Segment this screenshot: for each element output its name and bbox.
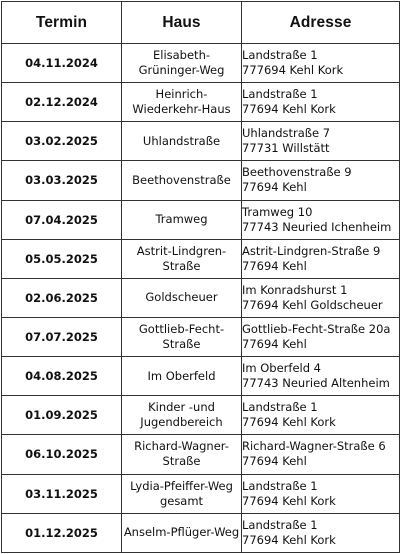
- haus-cell: Elisabeth- Grüninger-Weg: [122, 44, 242, 83]
- adresse-cell: [242, 161, 400, 200]
- street-line: Uhlandstraße 7: [242, 126, 331, 141]
- haus-cell: Richard-Wagner- Straße: [122, 435, 242, 474]
- column-header-adresse: Adresse: [242, 2, 400, 44]
- city-line: 77694 Kehl: [242, 454, 307, 469]
- haus-cell: Anselm-Pflüger-Weg: [122, 513, 242, 552]
- adresse-cell: [242, 396, 400, 435]
- table-row: [2, 239, 400, 278]
- haus-cell: Beethovenstraße: [122, 161, 242, 200]
- adresse-cell: [242, 317, 400, 356]
- city-line: 77694 Kehl: [242, 258, 307, 273]
- termin-cell: 01.09.2025: [2, 396, 122, 435]
- haus-cell: Uhlandstraße: [122, 122, 242, 161]
- city-line: 77694 Kehl Kork: [242, 532, 336, 547]
- column-header-haus: Haus: [122, 2, 242, 44]
- adresse-cell: [242, 435, 400, 474]
- city-line: 77694 Kehl: [242, 180, 307, 195]
- city-line: 77694 Kehl Kork: [242, 493, 336, 508]
- table-row: [2, 83, 400, 122]
- haus-cell: Lydia-Pfeiffer-Weg gesamt: [122, 474, 242, 513]
- table-row: [2, 435, 400, 474]
- column-header-termin: Termin: [2, 2, 122, 44]
- street-line: Landstraße 1: [242, 400, 318, 415]
- city-line: 777694 Kehl Kork: [242, 63, 344, 78]
- table-body: [2, 44, 400, 553]
- city-line: 77743 Neuried Altenheim: [242, 376, 390, 391]
- adresse-cell: [242, 357, 400, 396]
- table-row: [2, 278, 400, 317]
- haus-cell: Astrit-Lindgren- Straße: [122, 239, 242, 278]
- city-line: 77694 Kehl Goldscheuer: [242, 297, 383, 312]
- street-line: Tramweg 10: [242, 204, 313, 219]
- termin-cell: 07.07.2025: [2, 317, 122, 356]
- city-line: 77694 Kehl Kork: [242, 102, 336, 117]
- table-row: [2, 513, 400, 552]
- adresse-cell: [242, 44, 400, 83]
- street-line: Landstraße 1: [242, 48, 318, 63]
- street-line: Richard-Wagner-Straße 6: [242, 439, 386, 454]
- termin-cell: 02.12.2024: [2, 83, 122, 122]
- street-line: Landstraße 1: [242, 478, 318, 493]
- street-line: Im Oberfeld 4: [242, 361, 321, 376]
- termin-cell: 04.11.2024: [2, 44, 122, 83]
- table-row: [2, 122, 400, 161]
- street-line: Gottlieb-Fecht-Straße 20a: [242, 322, 391, 337]
- city-line: 77731 Willstätt: [242, 141, 330, 156]
- street-line: Im Konradshurst 1: [242, 282, 348, 297]
- termin-cell: 04.08.2025: [2, 357, 122, 396]
- termin-cell: 02.06.2025: [2, 278, 122, 317]
- adresse-cell: [242, 474, 400, 513]
- termin-cell: 01.12.2025: [2, 513, 122, 552]
- haus-cell: Kinder -und Jugendbereich: [122, 396, 242, 435]
- adresse-cell: [242, 278, 400, 317]
- haus-cell: Heinrich- Wiederkehr-Haus: [122, 83, 242, 122]
- adresse-cell: [242, 122, 400, 161]
- city-line: 77694 Kehl: [242, 337, 307, 352]
- termin-cell: 05.05.2025: [2, 239, 122, 278]
- street-line: Astrit-Lindgren-Straße 9: [242, 243, 381, 258]
- street-line: Beethovenstraße 9: [242, 165, 352, 180]
- haus-cell: Gottlieb-Fecht- Straße: [122, 317, 242, 356]
- schedule-table: [1, 1, 400, 553]
- haus-cell: Tramweg: [122, 200, 242, 239]
- table-row: [2, 357, 400, 396]
- haus-cell: Im Oberfeld: [122, 357, 242, 396]
- city-line: 77694 Kehl Kork: [242, 415, 336, 430]
- table-row: [2, 161, 400, 200]
- termin-cell: 03.11.2025: [2, 474, 122, 513]
- adresse-cell: [242, 239, 400, 278]
- street-line: Landstraße 1: [242, 517, 318, 532]
- table-row: [2, 396, 400, 435]
- termin-cell: 03.02.2025: [2, 122, 122, 161]
- city-line: 77743 Neuried Ichenheim: [242, 219, 392, 234]
- haus-cell: Goldscheuer: [122, 278, 242, 317]
- adresse-cell: [242, 200, 400, 239]
- termin-cell: 06.10.2025: [2, 435, 122, 474]
- adresse-cell: [242, 83, 400, 122]
- table-header-row: [2, 2, 400, 44]
- table-row: [2, 200, 400, 239]
- termin-cell: 07.04.2025: [2, 200, 122, 239]
- termin-cell: 03.03.2025: [2, 161, 122, 200]
- table-row: [2, 317, 400, 356]
- street-line: Landstraße 1: [242, 87, 318, 102]
- adresse-cell: [242, 513, 400, 552]
- table-row: [2, 44, 400, 83]
- table-row: [2, 474, 400, 513]
